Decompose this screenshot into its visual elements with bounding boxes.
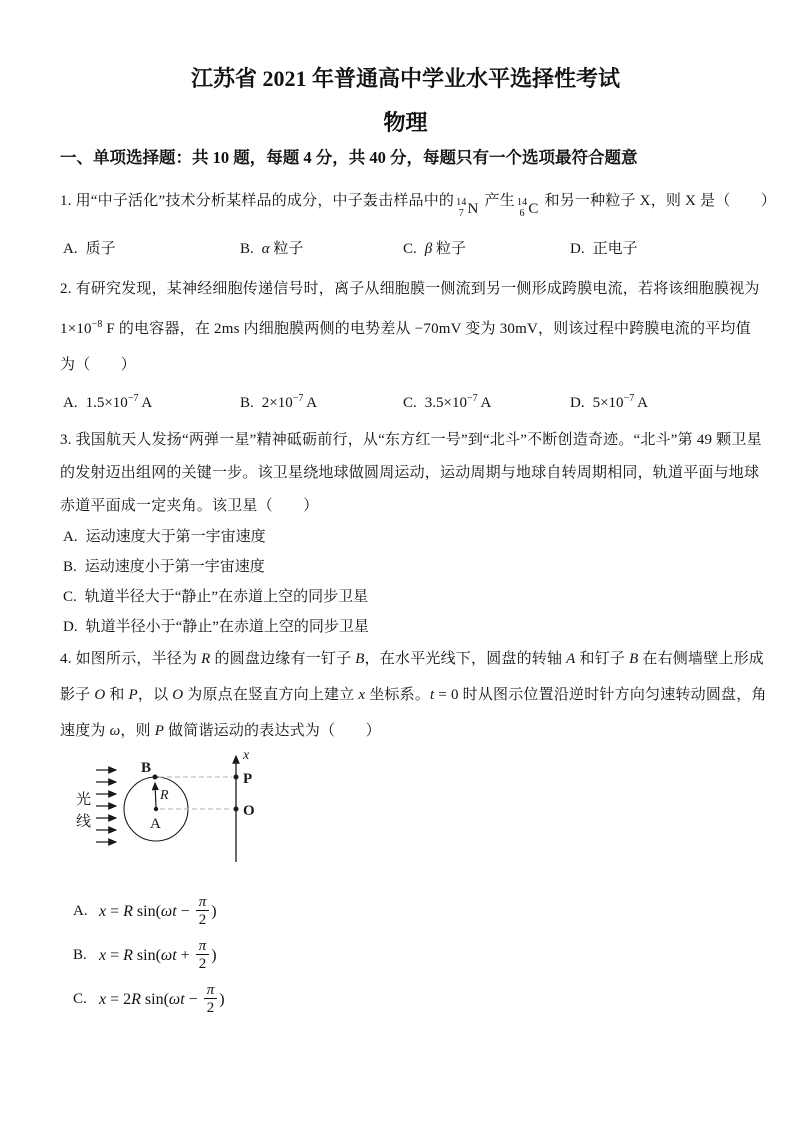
q4-option-c-formula: x = 2R sin(ωt − $\frac{\pi}{2}$ )	[99, 981, 225, 1017]
question-4-figure	[60, 744, 751, 884]
q2-option-b: B. $2\times 10^{-7}$ A	[240, 392, 318, 411]
q3-option-b: B. 运动速度小于第一宇宙速度	[63, 558, 265, 575]
q3-option-c: C. 轨道半径大于“静止”在赤道上空的同步卫星	[63, 588, 369, 605]
point-O-label: O	[243, 802, 255, 819]
section-heading: 一、单项选择题：共 10 题，每题 4 分，共 40 分，每题只有一个选项最符合题意	[60, 148, 638, 167]
question-3-stem-line3: 赤道平面成一定夹角。该卫星（ ）	[60, 497, 319, 514]
q2-option-c: C. $3.5\times 10^{-7}$ A	[403, 392, 492, 411]
question-1-options	[63, 237, 751, 261]
q1-option-b: B. α 粒子	[240, 240, 304, 257]
axle-point-A	[154, 806, 158, 810]
light-label-char2: 线	[76, 813, 92, 830]
q4-option-b: B. x = R sin(ωt + $\frac{\pi}{2}$ )	[73, 937, 217, 973]
light-ray-arrows	[96, 770, 116, 842]
radius-arrow	[155, 783, 156, 807]
origin-point-O	[234, 806, 239, 811]
point-A-label: A	[150, 815, 161, 832]
question-4-stem-line2: 影子 O 和 P，以 O 为原点在竖直方向上建立 x 坐标系。t = 0 时从图示位置沿逆时针方向匀速转动圆盘，角	[60, 686, 767, 703]
page-title: 江苏省 2021 年普通高中学业水平选择性考试	[190, 66, 620, 91]
question-3-stem-line1: 3. 我国航天人发扬“两弹一星”精神砥砺前行，从“东方红一号”到“北斗”不断创造奇迹。“北斗”第 49 颗卫星	[60, 431, 762, 448]
question-4	[60, 647, 767, 1022]
question-3	[60, 428, 762, 639]
q4-option-a-formula: x = R sin(ωt − $\frac{\pi}{2}$ )	[99, 893, 217, 929]
shadow-point-P	[234, 774, 239, 779]
nail-point-B	[153, 774, 158, 779]
disk-shadow-diagram	[60, 744, 320, 879]
q4-option-c: C. x = 2R sin(ωt − $\frac{\pi}{2}$ )	[73, 981, 225, 1017]
q1-option-d: D. 正电子	[570, 240, 638, 257]
question-2	[60, 277, 760, 415]
question-4-stem-line3: 速度为 ω，则 P 做简谐运动的表达式为（ ）	[60, 722, 381, 739]
x-axis-label: x	[243, 747, 250, 763]
question-1	[60, 189, 777, 261]
q2-option-a: A. $1.5\times 10^{-7}$ A	[63, 392, 153, 411]
q3-option-d: D. 轨道半径小于“静止”在赤道上空的同步卫星	[63, 618, 369, 635]
question-2-stem-line2: $1\times 10^{-8}$ F 的电容器，在 2ms 内细胞膜两侧的电势差从 −70mV 变为 30mV，则该过程中跨膜电流的平均值	[60, 318, 751, 337]
question-2-stem-line3: 为（ ）	[60, 356, 137, 373]
point-B-label: B	[141, 759, 152, 776]
question-2-options	[63, 387, 751, 415]
question-4-options	[60, 890, 751, 1022]
point-P-label: P	[243, 770, 253, 787]
question-3-options	[60, 525, 751, 639]
question-3-stem-line2: 的发射迈出组网的关键一步。该卫星绕地球做圆周运动，运动周期与地球自转周期相同，轨道平面与地球	[60, 464, 760, 481]
q4-option-a: A. x = R sin(ωt − $\frac{\pi}{2}$ )	[73, 893, 217, 929]
q1-option-c: C. β 粒子	[403, 240, 467, 257]
q3-option-a: A. 运动速度大于第一宇宙速度	[63, 528, 266, 545]
light-label-char1: 光	[76, 791, 92, 808]
q2-option-d: D. $5\times 10^{-7}$ A	[570, 392, 648, 411]
radius-label: R	[160, 787, 169, 803]
q1-option-a: A. 质子	[63, 240, 116, 257]
question-1-stem: 1. 用“中子活化”技术分析某样品的成分，中子轰击样品中的 14 7 N 产生 14 6 C 和另一种粒子 X，则 X 是（ ）	[60, 193, 777, 219]
q4-option-b-formula: x = R sin(ωt + $\frac{\pi}{2}$ )	[99, 937, 217, 973]
subject-title: 物理	[383, 110, 428, 135]
question-4-stem-line1: 4. 如图所示，半径为 R 的圆盘边缘有一钉子 B，在水平光线下，圆盘的转轴 A 和钉子 B 在右侧墙壁上形成	[60, 650, 764, 667]
question-2-stem-line1: 2. 有研究发现，某神经细胞传递信号时，离子从细胞膜一侧流到另一侧形成跨膜电流，若将该细胞膜视为	[60, 280, 760, 297]
